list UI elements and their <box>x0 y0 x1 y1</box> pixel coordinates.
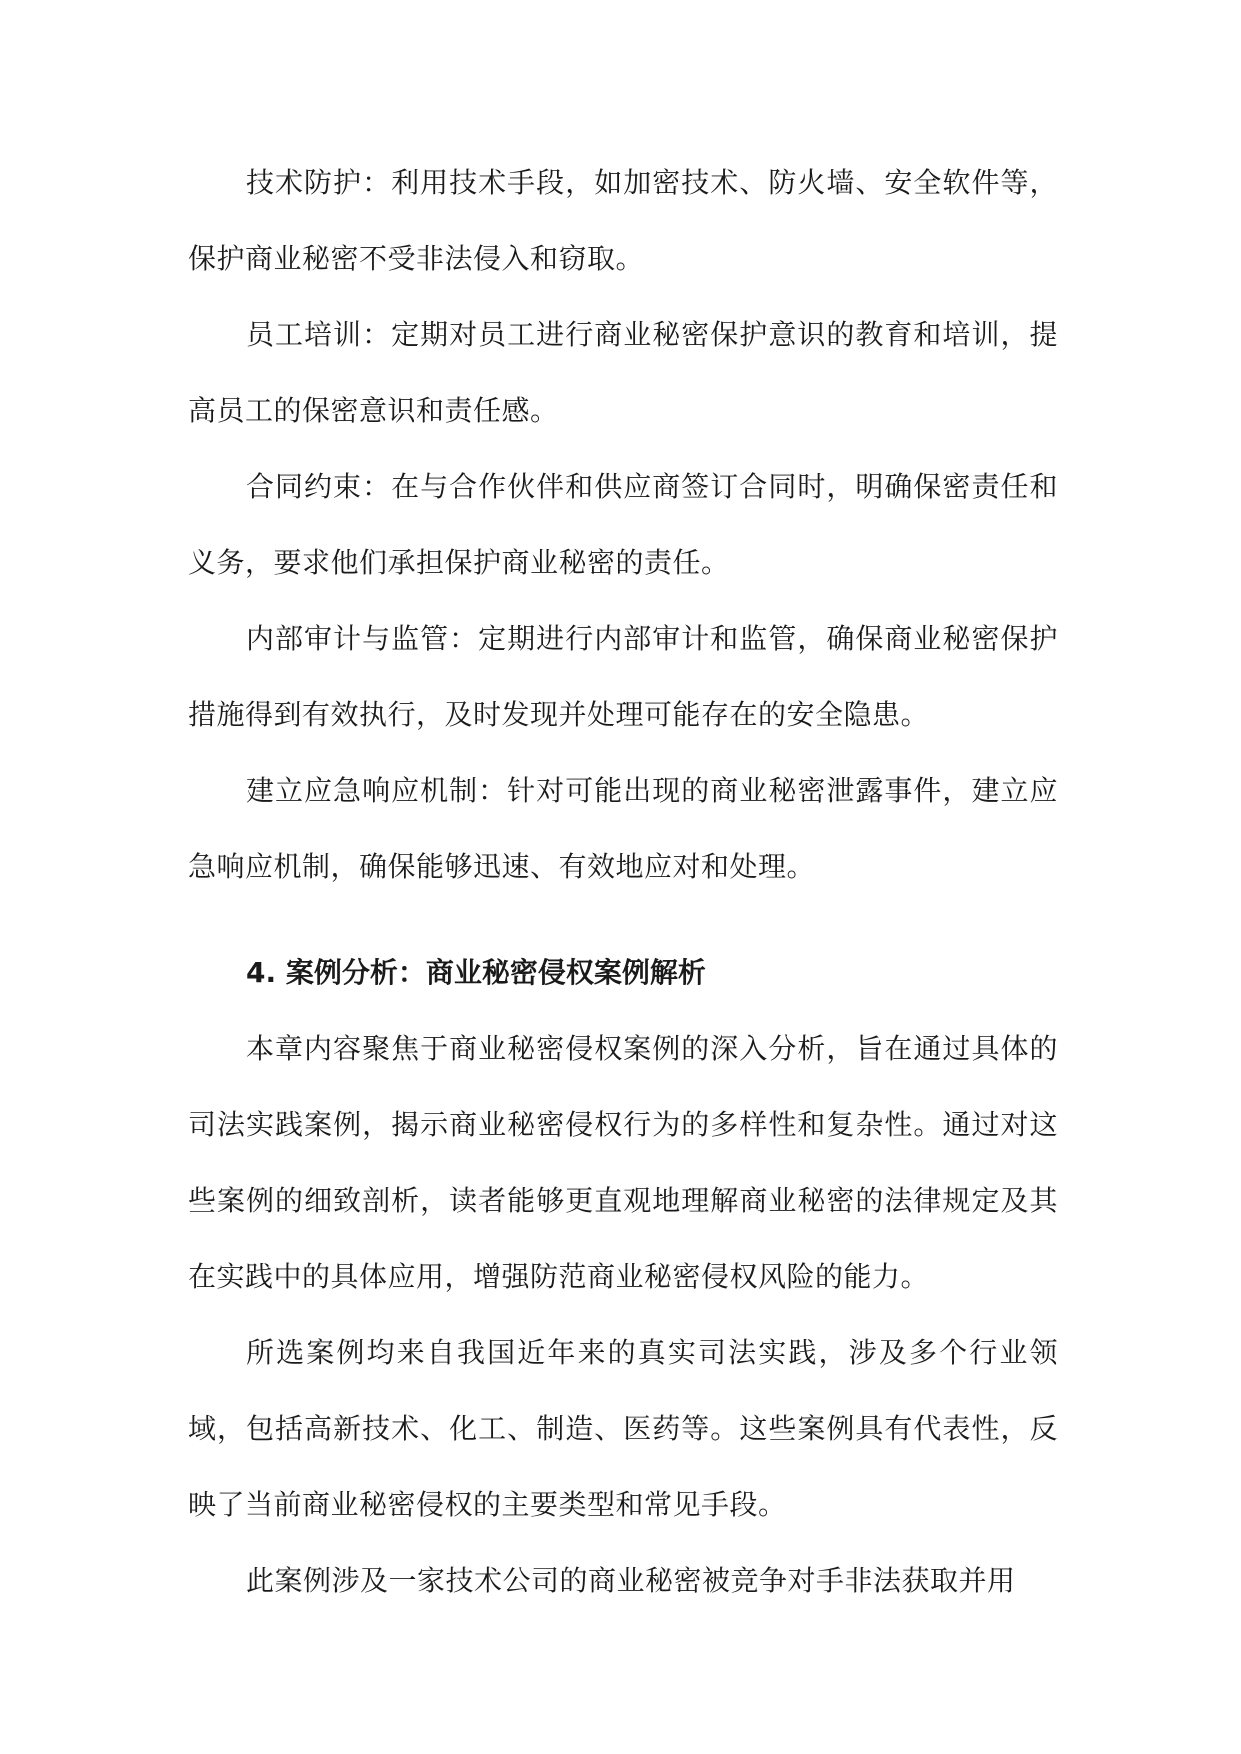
paragraph-case-description: 此案例涉及一家技术公司的商业秘密被竞争对手非法获取并用 <box>246 1564 1016 1597</box>
paragraph-case-selection: 所选案例均来自我国近年来的真实司法实践，涉及多个行业领域，包括高新技术、化工、制造、医药等。这些案例具有代表性，反映了当前商业秘密侵权的主要类型和常见手段。 <box>188 1336 1058 1521</box>
paragraph-technical-protection: 技术防护：利用技术手段，如加密技术、防火墙、安全软件等，保护商业秘密不受非法侵入和窃取。 <box>188 166 1058 275</box>
paragraph-internal-audit: 内部审计与监管：定期进行内部审计和监管，确保商业秘密保护措施得到有效执行，及时发现并处理可能存在的安全隐患。 <box>188 622 1058 731</box>
paragraph-contract-constraint: 合同约束：在与合作伙伴和供应商签订合同时，明确保密责任和义务，要求他们承担保护商业秘密的责任。 <box>188 470 1058 579</box>
paragraph-chapter-intro: 本章内容聚焦于商业秘密侵权案例的深入分析，旨在通过具体的司法实践案例，揭示商业秘密侵权行为的多样性和复杂性。通过对这些案例的细致剖析，读者能够更直观地理解商业秘密的法律规定及其在实践中的具体应用，增强防范商业秘密侵权风险的能力。 <box>188 1032 1058 1293</box>
document-body <box>188 145 1058 1619</box>
paragraph-emergency-response: 建立应急响应机制：针对可能出现的商业秘密泄露事件，建立应急响应机制，确保能够迅速、有效地应对和处理。 <box>188 774 1058 883</box>
paragraph-employee-training: 员工培训：定期对员工进行商业秘密保护意识的教育和培训，提高员工的保密意识和责任感。 <box>188 318 1058 427</box>
section-heading: 4. 案例分析：商业秘密侵权案例解析 <box>246 956 706 989</box>
